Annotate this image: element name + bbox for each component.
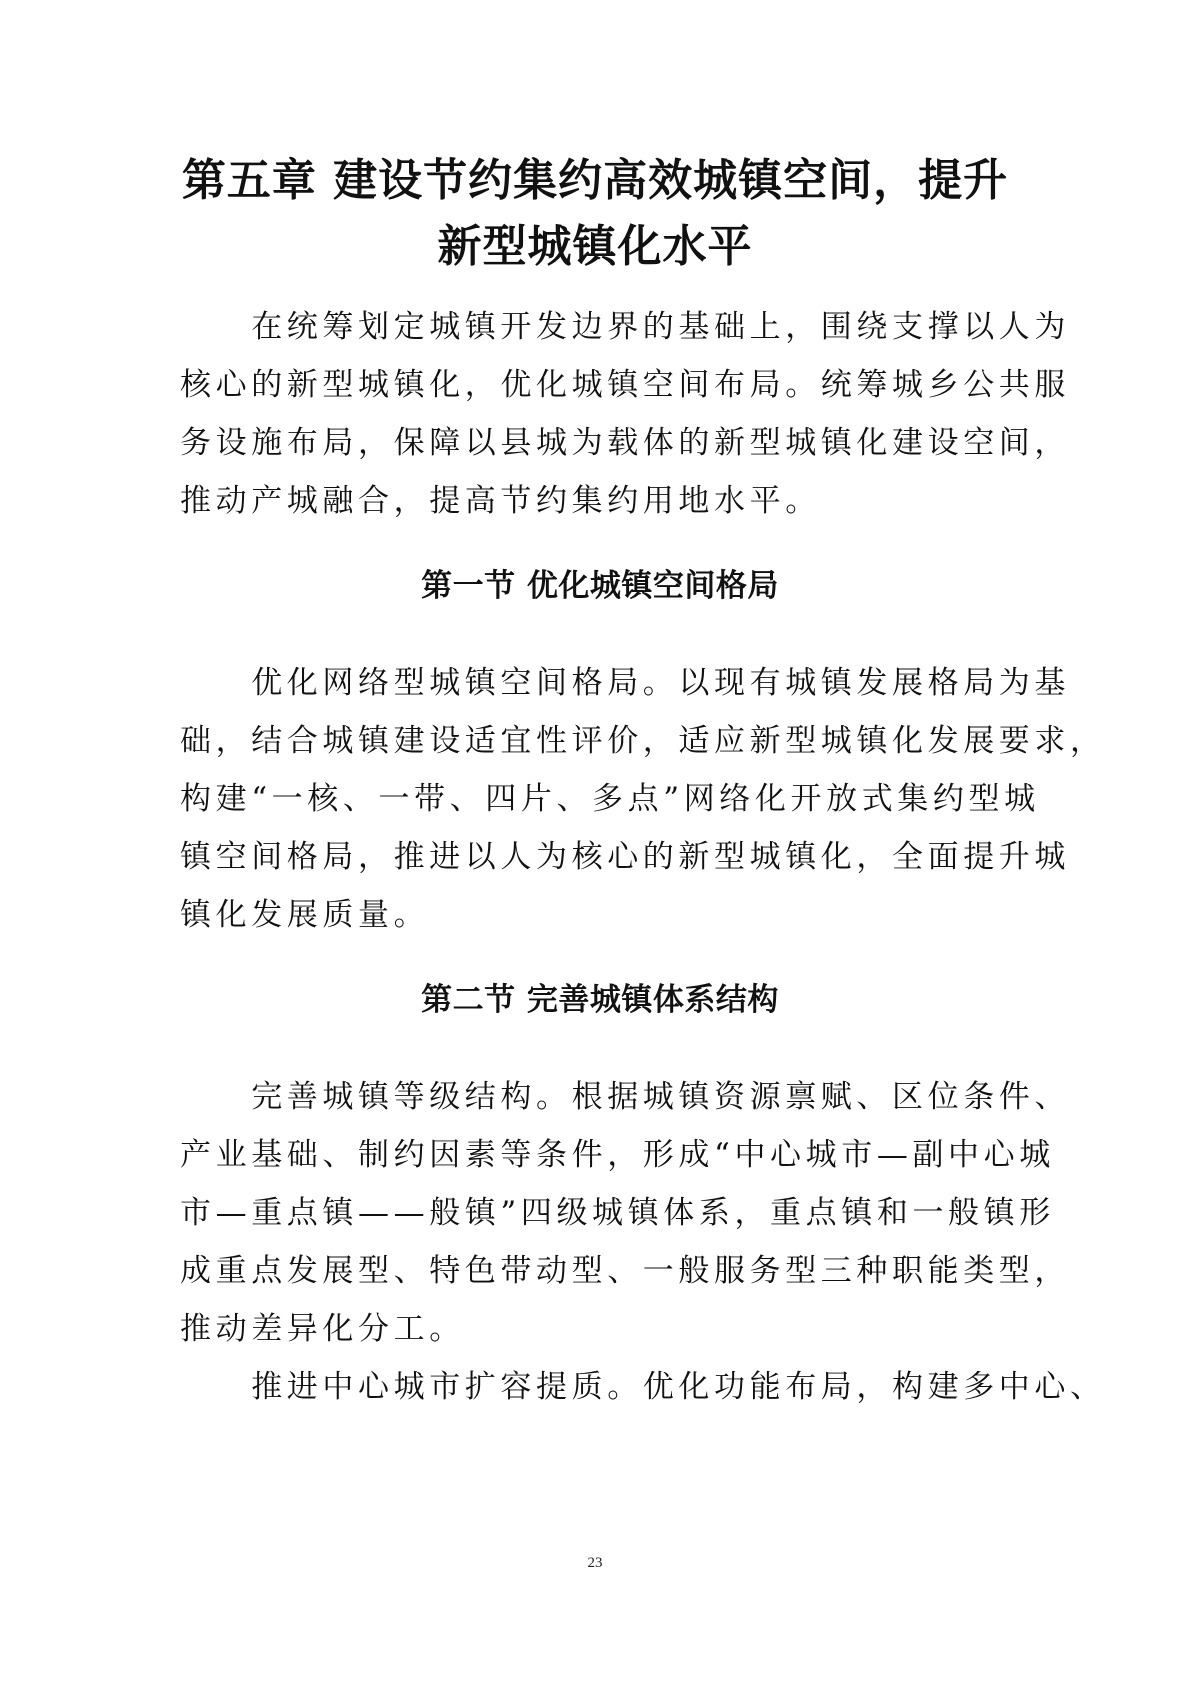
chapter-title <box>150 148 1040 280</box>
text-line: 推动产城融合，提高节约集约用地水平。 <box>180 483 821 519</box>
text-line: 成重点发展型、特色带动型、一般服务型三种职能类型， <box>180 1253 1070 1289</box>
intro-paragraph <box>180 298 1070 530</box>
text-line: 核心的新型城镇化，优化城镇空间布局。统筹城乡公共服 <box>180 367 1070 403</box>
text-line: 础，结合城镇建设适宜性评价，适应新型城镇化发展要求， <box>180 723 1106 759</box>
text-line: 推动差异化分工。 <box>180 1311 465 1347</box>
text-line: 市—重点镇——般镇”四级城镇体系，重点镇和一般镇形 <box>180 1195 1055 1231</box>
text-line: 在统筹划定城镇开发边界的基础上，围绕支撑以人为 <box>180 309 1070 345</box>
text-line: 构建“一核、一带、四片、多点”网络化开放式集约型城 <box>180 781 1040 817</box>
section-title-2: 第二节 完善城镇体系结构 <box>421 982 779 1018</box>
text-line: 务设施布局，保障以县城为载体的新型城镇化建设空间， <box>180 425 1070 461</box>
text-line: 镇空间格局，推进以人为核心的新型城镇化，全面提升城 <box>180 839 1070 875</box>
text-line: 产业基础、制约因素等条件，形成“中心城市—副中心城 <box>180 1137 1055 1173</box>
page-number: 23 <box>587 1555 603 1571</box>
text-line: 镇化发展质量。 <box>180 897 430 933</box>
chapter-title-line: 新型城镇化水平 <box>437 221 753 272</box>
section1-paragraph <box>180 654 1106 944</box>
text-line: 推进中心城市扩容提质。优化功能布局，构建多中心、 <box>180 1369 1106 1405</box>
section2-paragraph-1 <box>180 1068 1070 1358</box>
text-line: 完善城镇等级结构。根据城镇资源禀赋、区位条件、 <box>180 1079 1070 1115</box>
chapter-title-line: 第五章 建设节约集约高效城镇空间，提升 <box>181 155 1009 206</box>
section-title-1: 第一节 优化城镇空间格局 <box>421 568 779 604</box>
text-line: 优化网络型城镇空间格局。以现有城镇发展格局为基 <box>180 665 1070 701</box>
section2-paragraph-2 <box>180 1358 1106 1416</box>
